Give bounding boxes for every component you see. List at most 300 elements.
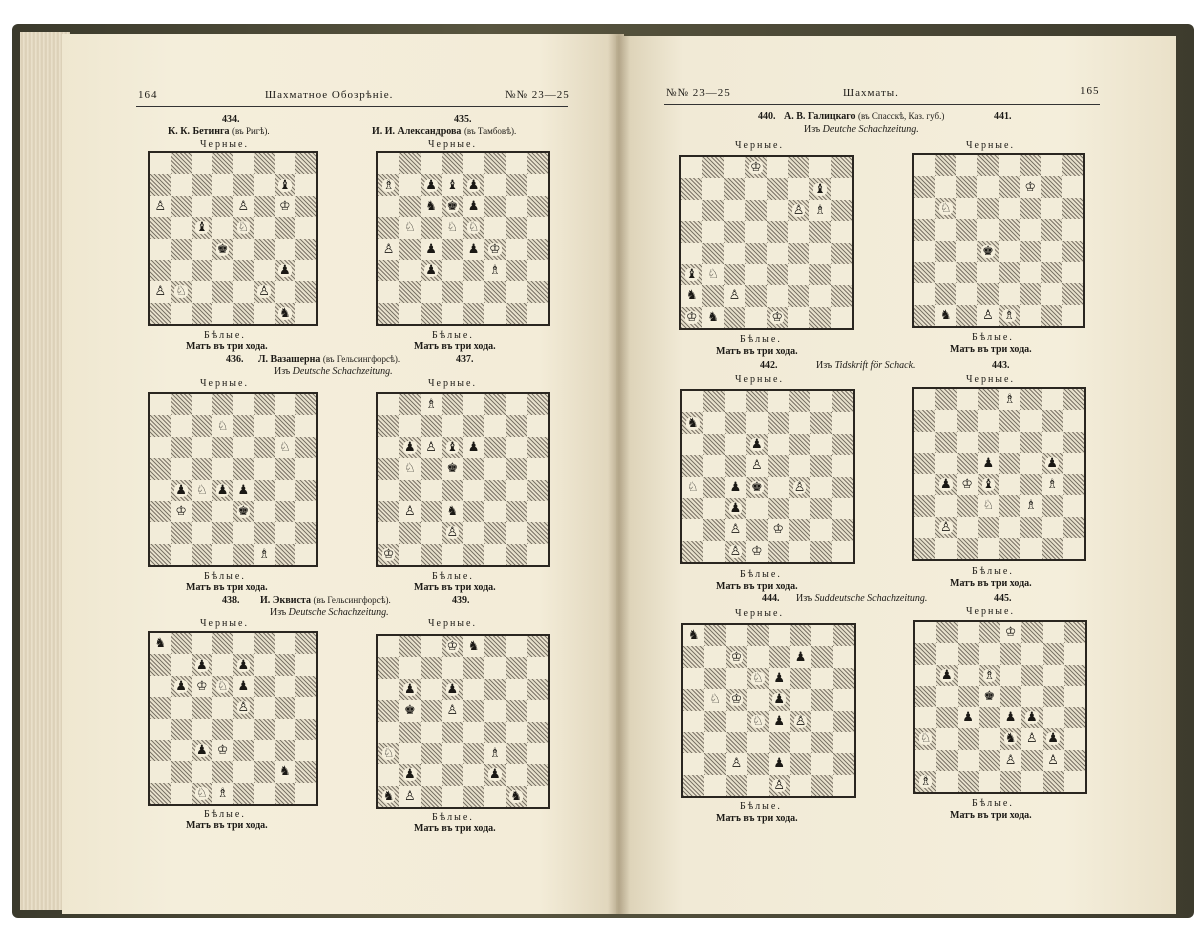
board-square	[442, 217, 463, 238]
white-bishop-icon: ♗	[489, 263, 501, 279]
black-bishop-icon: ♝	[982, 477, 995, 493]
board-square	[1020, 241, 1041, 262]
board-square	[789, 541, 810, 562]
white-pawn-icon: ♙	[729, 522, 742, 538]
board-square	[726, 668, 747, 689]
board-square	[1043, 771, 1064, 792]
board-square	[999, 305, 1020, 326]
board-square	[702, 285, 723, 306]
black-king-icon: ♚	[983, 688, 996, 704]
board-square	[1021, 728, 1042, 749]
board-square	[977, 241, 998, 262]
board-square	[192, 174, 213, 195]
black-pawn-icon: ♟	[196, 743, 208, 759]
chess-diagram-442	[680, 389, 855, 564]
board-square	[789, 434, 810, 455]
board-square	[703, 519, 724, 540]
white-king-icon: ♔	[961, 477, 973, 493]
board-square	[463, 764, 484, 785]
board-square	[935, 283, 956, 304]
page-number-left: 164	[138, 89, 158, 101]
board-square	[1063, 538, 1084, 559]
board-square	[935, 155, 956, 176]
board-square	[702, 307, 723, 328]
board-square	[914, 453, 935, 474]
board-square	[1043, 750, 1064, 771]
board-square	[527, 281, 548, 302]
board-square	[506, 764, 527, 785]
board-square	[254, 740, 275, 761]
white-label: Бѣлые.	[972, 332, 1014, 343]
board-square	[506, 501, 527, 522]
board-square	[233, 394, 254, 415]
black-label: Черные.	[735, 374, 784, 385]
board-square	[192, 697, 213, 718]
board-square	[150, 281, 171, 302]
board-square	[833, 625, 854, 646]
board-square	[747, 732, 768, 753]
board-square	[275, 153, 296, 174]
black-knight-icon: ♞	[685, 288, 698, 304]
white-king-icon: ♔	[730, 649, 743, 665]
board-square	[484, 415, 505, 436]
white-pawn-icon: ♙	[425, 439, 437, 455]
board-square	[254, 437, 275, 458]
board-square	[1021, 622, 1042, 643]
board-square	[769, 646, 790, 667]
board-square	[1043, 707, 1064, 728]
board-square	[378, 544, 399, 565]
board-square	[977, 305, 998, 326]
black-label: Черные.	[966, 374, 1015, 385]
board-square	[1021, 771, 1042, 792]
white-pawn-icon: ♙	[793, 479, 806, 495]
board-square	[421, 480, 442, 501]
board-square	[506, 260, 527, 281]
board-square	[914, 262, 935, 283]
board-square	[399, 501, 420, 522]
board-square	[1041, 176, 1062, 197]
board-square	[171, 239, 192, 260]
white-pawn-icon: ♙	[446, 525, 459, 541]
board-square	[192, 260, 213, 281]
board-square	[378, 722, 399, 743]
task-label: Матъ въ три хода.	[186, 341, 268, 352]
board-square	[726, 775, 747, 796]
black-king-icon: ♚	[404, 703, 416, 719]
board-square	[442, 501, 463, 522]
board-square	[212, 697, 233, 718]
board-square	[809, 243, 830, 264]
white-pawn-icon: ♙	[404, 504, 416, 520]
white-pawn-icon: ♙	[237, 700, 250, 716]
board-square	[150, 544, 171, 565]
board-square	[506, 153, 527, 174]
board-square	[979, 665, 1000, 686]
board-square	[275, 501, 296, 522]
task-label: Матъ въ три хода.	[186, 820, 268, 831]
black-label: Черные.	[966, 606, 1015, 617]
board-square	[936, 728, 957, 749]
board-square	[463, 679, 484, 700]
board-square	[463, 544, 484, 565]
black-knight-icon: ♞	[446, 504, 459, 520]
board-square	[790, 753, 811, 774]
board-square	[789, 455, 810, 476]
board-square	[747, 625, 768, 646]
white-pawn-icon: ♙	[792, 202, 805, 218]
problem-author: Л. Вазашерна (въ Гельсингфорсѣ).	[258, 354, 401, 365]
white-pawn-icon: ♙	[940, 519, 952, 535]
board-square	[275, 719, 296, 740]
board-square	[1062, 262, 1083, 283]
board-square	[724, 264, 745, 285]
board-square	[399, 743, 420, 764]
board-square	[811, 625, 832, 646]
board-square	[999, 241, 1020, 262]
board-square	[254, 480, 275, 501]
black-bishop-icon: ♝	[814, 181, 826, 197]
board-square	[171, 740, 192, 761]
board-square	[463, 394, 484, 415]
board-square	[1042, 410, 1063, 431]
task-label: Матъ въ три хода.	[950, 810, 1032, 821]
board-square	[275, 633, 296, 654]
board-square	[421, 174, 442, 195]
board-square	[978, 389, 999, 410]
board-square	[977, 262, 998, 283]
board-square	[192, 458, 213, 479]
board-square	[683, 689, 704, 710]
board-square	[150, 437, 171, 458]
white-knight-icon: ♘	[237, 220, 250, 236]
board-square	[442, 743, 463, 764]
board-square	[212, 239, 233, 260]
book-gutter	[608, 34, 630, 914]
black-king-icon: ♚	[446, 461, 459, 477]
board-square	[295, 783, 316, 804]
board-square	[442, 522, 463, 543]
board-square	[979, 707, 1000, 728]
board-square	[810, 477, 831, 498]
board-square	[768, 434, 789, 455]
board-square	[747, 668, 768, 689]
board-square	[809, 285, 830, 306]
board-square	[1020, 283, 1041, 304]
board-square	[295, 719, 316, 740]
board-square	[999, 176, 1020, 197]
board-square	[378, 480, 399, 501]
board-square	[767, 243, 788, 264]
board-square	[171, 501, 192, 522]
board-square	[378, 743, 399, 764]
board-square	[726, 689, 747, 710]
board-square	[999, 219, 1020, 240]
board-square	[192, 761, 213, 782]
board-square	[463, 458, 484, 479]
board-square	[914, 495, 935, 516]
board-square	[527, 636, 548, 657]
white-bishop-icon: ♗	[919, 773, 932, 789]
board-square	[171, 761, 192, 782]
white-knight-icon: ♘	[196, 482, 208, 498]
board-square	[1042, 389, 1063, 410]
board-square	[789, 477, 810, 498]
board-square	[810, 541, 831, 562]
task-label: Матъ въ три хода.	[414, 341, 496, 352]
board-square	[506, 480, 527, 501]
board-square	[275, 174, 296, 195]
board-square	[958, 750, 979, 771]
board-square	[506, 458, 527, 479]
board-square	[212, 281, 233, 302]
board-square	[936, 686, 957, 707]
white-king-icon: ♔	[772, 522, 785, 538]
board-square	[212, 394, 233, 415]
board-square	[682, 434, 703, 455]
board-square	[527, 437, 548, 458]
black-bishop-icon: ♝	[196, 220, 208, 236]
board-square	[527, 544, 548, 565]
board-square	[421, 501, 442, 522]
white-knight-icon: ♘	[686, 479, 699, 495]
board-square	[150, 196, 171, 217]
black-pawn-icon: ♟	[216, 482, 229, 498]
board-square	[442, 174, 463, 195]
board-square	[421, 303, 442, 324]
black-pawn-icon: ♟	[729, 501, 742, 517]
board-square	[484, 303, 505, 324]
board-square	[192, 281, 213, 302]
board-square	[233, 239, 254, 260]
board-square	[171, 217, 192, 238]
board-square	[979, 643, 1000, 664]
board-square	[442, 281, 463, 302]
board-square	[914, 176, 935, 197]
board-square	[463, 303, 484, 324]
board-square	[1020, 410, 1041, 431]
board-square	[295, 196, 316, 217]
board-square	[527, 522, 548, 543]
board-square	[811, 646, 832, 667]
board-square	[378, 458, 399, 479]
board-square	[956, 305, 977, 326]
black-knight-icon: ♞	[425, 198, 437, 214]
board-square	[788, 157, 809, 178]
board-square	[1021, 686, 1042, 707]
board-square	[958, 707, 979, 728]
board-square	[767, 307, 788, 328]
problem-number: 441.	[994, 111, 1012, 122]
board-square	[1020, 453, 1041, 474]
board-square	[378, 239, 399, 260]
source-line: Изъ Suddeutsche Schachzeitung.	[796, 593, 928, 604]
board-square	[977, 283, 998, 304]
board-square	[914, 198, 935, 219]
board-square	[833, 711, 854, 732]
board-square	[683, 668, 704, 689]
board-square	[506, 217, 527, 238]
board-square	[915, 686, 936, 707]
board-square	[212, 458, 233, 479]
board-square	[527, 239, 548, 260]
board-square	[935, 176, 956, 197]
board-square	[1020, 495, 1041, 516]
board-square	[681, 264, 702, 285]
board-square	[725, 412, 746, 433]
board-square	[378, 415, 399, 436]
board-square	[442, 437, 463, 458]
board-square	[421, 196, 442, 217]
board-square	[681, 243, 702, 264]
board-square	[1043, 665, 1064, 686]
board-square	[914, 241, 935, 262]
board-square	[399, 217, 420, 238]
board-square	[378, 501, 399, 522]
board-square	[506, 679, 527, 700]
black-king-icon: ♚	[750, 479, 763, 495]
board-square	[788, 307, 809, 328]
board-square	[833, 668, 854, 689]
board-square	[150, 394, 171, 415]
board-square	[702, 178, 723, 199]
black-pawn-icon: ♟	[750, 436, 763, 452]
board-square	[506, 174, 527, 195]
board-square	[703, 391, 724, 412]
white-bishop-icon: ♗	[1046, 477, 1058, 493]
board-square	[956, 283, 977, 304]
black-knight-icon: ♞	[687, 628, 700, 644]
board-square	[233, 281, 254, 302]
white-knight-icon: ♘	[709, 692, 721, 708]
board-square	[704, 775, 725, 796]
board-square	[399, 174, 420, 195]
board-square	[295, 676, 316, 697]
board-square	[171, 260, 192, 281]
board-square	[171, 303, 192, 324]
board-square	[399, 437, 420, 458]
board-square	[957, 453, 978, 474]
board-square	[726, 646, 747, 667]
board-square	[682, 477, 703, 498]
board-square	[703, 455, 724, 476]
task-label: Матъ въ три хода.	[950, 344, 1032, 355]
black-knight-icon: ♞	[382, 788, 395, 804]
board-square	[809, 221, 830, 242]
board-square	[212, 522, 233, 543]
board-square	[506, 281, 527, 302]
board-square	[768, 391, 789, 412]
board-square	[527, 458, 548, 479]
board-square	[171, 676, 192, 697]
black-pawn-icon: ♟	[940, 477, 952, 493]
black-pawn-icon: ♟	[425, 177, 437, 193]
board-square	[399, 657, 420, 678]
problem-number: 445.	[994, 593, 1012, 604]
board-square	[935, 453, 956, 474]
board-square	[768, 541, 789, 562]
board-square	[682, 391, 703, 412]
board-square	[1020, 517, 1041, 538]
board-square	[484, 260, 505, 281]
board-square	[421, 636, 442, 657]
board-square	[212, 415, 233, 436]
board-square	[254, 153, 275, 174]
board-square	[254, 697, 275, 718]
board-square	[150, 633, 171, 654]
board-square	[421, 437, 442, 458]
board-square	[275, 260, 296, 281]
board-square	[704, 668, 725, 689]
board-square	[1000, 622, 1021, 643]
board-square	[275, 217, 296, 238]
board-square	[150, 697, 171, 718]
board-square	[915, 707, 936, 728]
board-square	[746, 455, 767, 476]
board-square	[527, 303, 548, 324]
white-label: Бѣлые.	[740, 569, 782, 580]
board-square	[769, 668, 790, 689]
board-square	[832, 519, 853, 540]
board-square	[745, 221, 766, 242]
board-square	[192, 394, 213, 415]
board-square	[254, 196, 275, 217]
board-square	[979, 728, 1000, 749]
black-king-icon: ♚	[216, 241, 229, 257]
white-king-icon: ♔	[382, 546, 395, 562]
white-knight-icon: ♘	[446, 220, 459, 236]
board-square	[1041, 241, 1062, 262]
board-square	[999, 262, 1020, 283]
chess-diagram-438	[148, 631, 318, 806]
board-square	[212, 153, 233, 174]
board-square	[463, 239, 484, 260]
white-knight-icon: ♘	[982, 498, 995, 514]
board-square	[977, 155, 998, 176]
board-square	[275, 654, 296, 675]
board-square	[747, 646, 768, 667]
black-pawn-icon: ♟	[404, 681, 416, 697]
board-square	[233, 633, 254, 654]
board-square	[831, 157, 852, 178]
black-knight-icon: ♞	[707, 309, 719, 325]
board-square	[421, 679, 442, 700]
board-square	[233, 501, 254, 522]
board-square	[935, 410, 956, 431]
board-square	[790, 711, 811, 732]
board-square	[463, 437, 484, 458]
black-pawn-icon: ♟	[773, 713, 786, 729]
board-square	[212, 217, 233, 238]
board-square	[171, 153, 192, 174]
board-square	[378, 260, 399, 281]
board-square	[956, 241, 977, 262]
board-square	[767, 221, 788, 242]
white-king-icon: ♔	[446, 639, 459, 655]
white-label: Бѣлые.	[740, 334, 782, 345]
board-square	[831, 264, 852, 285]
board-square	[979, 750, 1000, 771]
board-square	[810, 391, 831, 412]
problem-number: 437.	[456, 354, 474, 365]
board-square	[484, 679, 505, 700]
white-pawn-icon: ♙	[1047, 752, 1059, 768]
board-square	[506, 415, 527, 436]
problem-number: 442.	[760, 360, 778, 371]
board-square	[463, 196, 484, 217]
black-pawn-icon: ♟	[1047, 731, 1059, 747]
board-square	[442, 196, 463, 217]
